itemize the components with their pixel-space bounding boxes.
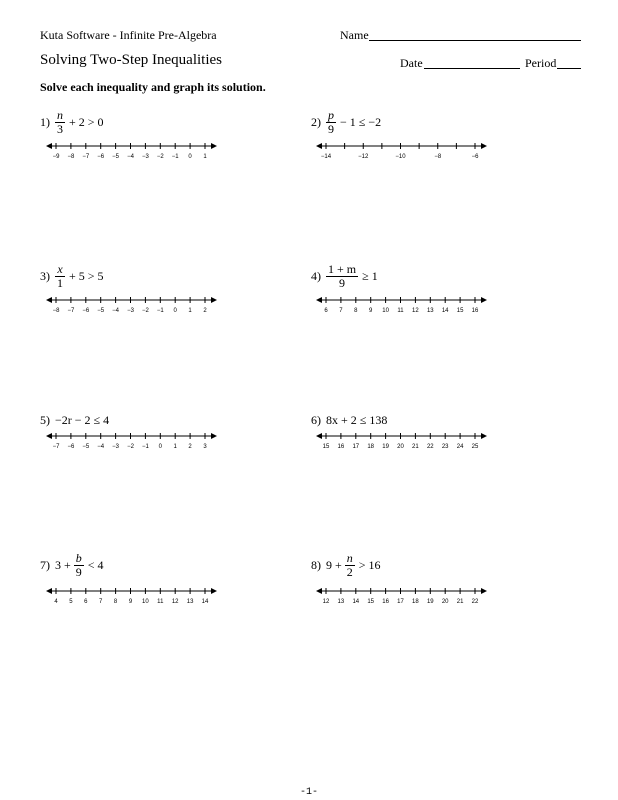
inequality-prefix: 3 + (55, 558, 71, 572)
problem-number: 8) (311, 558, 321, 572)
tick-label: −5 (97, 308, 105, 314)
tick-label: 13 (186, 599, 194, 605)
tick-label: 16 (382, 599, 389, 605)
tick-label: −4 (127, 154, 134, 160)
tick-label: 0 (158, 444, 162, 450)
tick-label: −5 (112, 154, 120, 160)
inequality: −2r − 2 ≤ 4 (55, 413, 110, 427)
tick-label: 18 (367, 444, 375, 450)
inequality-tail: + 5 > 5 (69, 269, 104, 283)
tick-label: 2 (188, 444, 192, 450)
number-line-2[interactable] (314, 140, 489, 162)
problem-number: 3) (40, 269, 50, 283)
arrow-left-icon (316, 143, 322, 149)
inequality-tail: − 1 ≤ −2 (340, 115, 382, 129)
arrow-left-icon (46, 143, 52, 149)
number-line-1[interactable] (44, 140, 219, 162)
tick-label: −1 (141, 444, 149, 450)
inequality (55, 260, 104, 292)
name-label: Name (340, 28, 369, 42)
arrow-left-icon (46, 297, 52, 303)
inequality: 8x + 2 ≤ 138 (326, 413, 388, 427)
tick-label: 20 (441, 599, 449, 605)
worksheet-title: Solving Two-Step Inequalities (40, 52, 222, 68)
arrow-left-icon (316, 433, 322, 439)
tick-label: 19 (382, 444, 389, 450)
fraction (326, 109, 336, 136)
tick-label: −2 (127, 444, 134, 450)
inequality-tail: < 4 (87, 558, 104, 572)
tick-label: −5 (82, 444, 90, 450)
tick-label: 16 (337, 444, 345, 450)
fraction-numerator: x (57, 261, 63, 276)
arrow-right-icon (481, 297, 487, 303)
tick-label: −12 (358, 154, 369, 160)
tick-label: 9 (369, 308, 373, 314)
tick-label: −7 (52, 444, 60, 450)
period-field-line[interactable] (557, 68, 581, 69)
fraction (345, 552, 355, 579)
number-line-8[interactable] (314, 585, 489, 607)
tick-label: 14 (201, 599, 209, 605)
arrow-right-icon (481, 433, 487, 439)
tick-label: −1 (156, 308, 164, 314)
fraction-numerator: b (75, 550, 82, 565)
date-label: Date (400, 56, 423, 70)
tick-label: −9 (52, 154, 60, 160)
tick-label: 11 (157, 599, 164, 605)
tick-label: −6 (97, 154, 105, 160)
tick-label: 15 (322, 444, 330, 450)
tick-label: −8 (67, 154, 75, 160)
date-field-line[interactable] (424, 68, 520, 69)
arrow-left-icon (46, 433, 52, 439)
arrow-right-icon (481, 588, 487, 594)
tick-label: 19 (426, 599, 434, 605)
arrow-right-icon (211, 297, 217, 303)
arrow-left-icon (316, 297, 322, 303)
tick-label: 7 (339, 308, 343, 314)
tick-label: 3 (203, 444, 207, 450)
problem-number: 5) (40, 413, 50, 427)
tick-label: −4 (97, 444, 105, 450)
tick-label: 10 (142, 599, 149, 605)
tick-label: −3 (112, 444, 120, 450)
tick-label: 10 (382, 308, 389, 314)
fraction-numerator: n (346, 550, 353, 565)
fraction (74, 552, 84, 579)
tick-label: 14 (441, 308, 449, 314)
tick-label: 13 (337, 599, 345, 605)
inequality-prefix: 9 + (326, 558, 342, 572)
page-number: -1- (299, 787, 318, 798)
tick-label: 1 (173, 444, 177, 450)
tick-label: 24 (456, 444, 464, 450)
arrow-right-icon (481, 143, 487, 149)
tick-label: −3 (127, 308, 134, 314)
problem-number: 1) (40, 115, 50, 129)
inequality-tail: > 16 (358, 558, 381, 572)
tick-label: 11 (397, 308, 404, 314)
tick-label: −8 (52, 308, 60, 314)
fraction-denominator: 3 (57, 121, 63, 136)
problem-number: 2) (311, 115, 321, 129)
arrow-right-icon (211, 143, 217, 149)
tick-label: 22 (471, 599, 479, 605)
software-label: Kuta Software - Infinite Pre-Algebra (40, 28, 217, 42)
tick-label: 23 (441, 444, 449, 450)
fraction-denominator: 2 (346, 564, 353, 579)
inequality (326, 549, 381, 581)
number-line-7[interactable] (44, 585, 219, 607)
tick-label: 6 (324, 308, 328, 314)
number-line-6[interactable] (314, 430, 489, 452)
fraction-denominator: 9 (328, 121, 334, 136)
tick-label: −6 (67, 444, 75, 450)
tick-label: −4 (112, 308, 120, 314)
tick-label: 2 (203, 308, 207, 314)
arrow-left-icon (46, 588, 52, 594)
inequality (326, 106, 381, 138)
tick-label: −14 (320, 154, 332, 160)
name-field-line[interactable] (369, 40, 581, 41)
fraction-denominator: 9 (339, 275, 346, 290)
tick-label: −7 (67, 308, 75, 314)
tick-label: 21 (412, 444, 419, 450)
arrow-right-icon (211, 433, 217, 439)
inequality (55, 549, 104, 581)
tick-label: 20 (397, 444, 404, 450)
tick-label: −6 (82, 308, 90, 314)
tick-label: 21 (456, 599, 464, 605)
tick-label: 5 (69, 599, 73, 605)
arrow-right-icon (211, 588, 217, 594)
tick-label: 12 (171, 599, 179, 605)
tick-label: 1 (203, 154, 207, 160)
tick-label: 22 (426, 444, 434, 450)
problem-number: 7) (40, 558, 50, 572)
inequality-tail: ≥ 1 (362, 269, 378, 283)
fraction (55, 263, 65, 290)
tick-label: 15 (367, 599, 375, 605)
problem-number: 6) (311, 413, 321, 427)
tick-label: 4 (54, 599, 58, 605)
tick-label: 6 (84, 599, 88, 605)
tick-label: −6 (471, 154, 479, 160)
tick-label: 15 (456, 308, 464, 314)
tick-label: −8 (434, 154, 442, 160)
tick-label: −7 (82, 154, 90, 160)
number-line-4[interactable] (314, 294, 489, 316)
tick-label: 12 (412, 308, 419, 314)
tick-label: −10 (395, 154, 406, 160)
period-label: Period (525, 56, 557, 70)
tick-label: 9 (128, 599, 133, 605)
number-line-3[interactable] (44, 294, 219, 316)
tick-label: 1 (188, 308, 192, 314)
inequality-tail: + 2 > 0 (69, 115, 104, 129)
tick-label: 16 (471, 308, 479, 314)
tick-label: 0 (188, 154, 192, 160)
fraction-denominator: 9 (75, 564, 82, 579)
fraction (55, 109, 65, 136)
inequality (326, 260, 378, 292)
tick-label: 0 (173, 308, 177, 314)
tick-label: 13 (426, 308, 434, 314)
fraction-denominator: 1 (57, 275, 63, 290)
instructions: Solve each inequality and graph its solution. (40, 80, 266, 94)
fraction-numerator: n (57, 107, 63, 122)
tick-label: 12 (322, 599, 330, 605)
tick-label: 17 (352, 444, 360, 450)
arrow-left-icon (316, 588, 322, 594)
fraction-numerator: p (328, 107, 334, 122)
tick-label: −1 (171, 154, 179, 160)
tick-label: 8 (113, 599, 118, 605)
tick-label: −2 (141, 308, 149, 314)
tick-label: 18 (412, 599, 419, 605)
tick-label: −2 (156, 154, 164, 160)
tick-label: 14 (352, 599, 360, 605)
fraction-numerator: 1 + m (328, 261, 357, 276)
tick-label: 25 (471, 444, 479, 450)
tick-label: 17 (397, 599, 404, 605)
tick-label: 7 (99, 599, 103, 605)
tick-label: −3 (141, 154, 149, 160)
number-line-5[interactable] (44, 430, 219, 452)
problem-number: 4) (311, 269, 321, 283)
fraction (326, 263, 358, 290)
tick-label: 8 (354, 308, 358, 314)
inequality (55, 106, 104, 138)
